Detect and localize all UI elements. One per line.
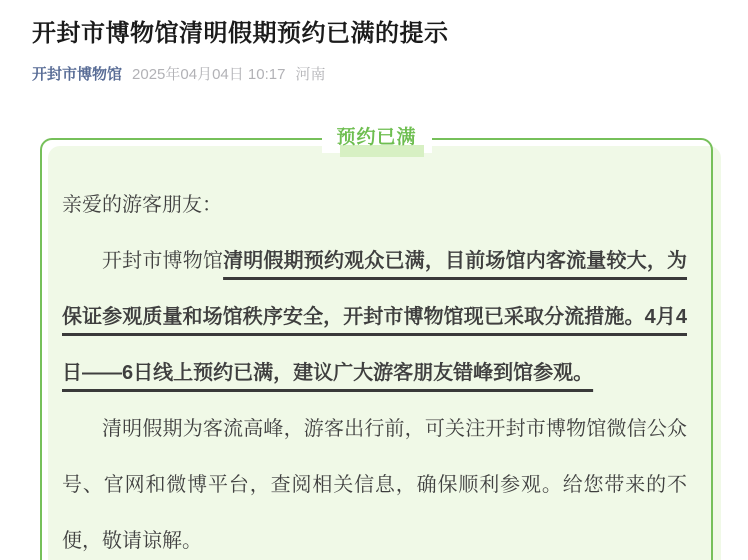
- greeting-line: 亲爱的游客朋友：: [62, 194, 222, 216]
- notice-bordered-box: [40, 127, 713, 560]
- notice-paragraph-main: [62, 233, 687, 401]
- notice-card: [40, 127, 713, 560]
- publish-location: 河南: [295, 66, 326, 83]
- notice-badge: [321, 124, 431, 153]
- author-link[interactable]: 开封市博物馆: [32, 66, 123, 83]
- publish-date: 2025年04月04日 10:17: [132, 66, 286, 83]
- article-title: 开封市博物馆清明假期预约已满的提示: [32, 20, 449, 47]
- paragraph-prefix: 开封市博物馆: [102, 250, 224, 272]
- byline: [32, 65, 716, 85]
- notice-content: [62, 177, 687, 560]
- badge-label: 预约已满: [336, 127, 417, 148]
- notice-paragraph-advice: 清明假期为客流高峰，游客出行前，可关注开封市博物馆微信公众号、官网和微博平台，查阅相关信息，确保顺利参观。给您带来的不便，敬请谅解。: [62, 418, 687, 552]
- paragraph-emphasis: 清明假期预约观众已满，目前场馆内客流量较大，为保证参观质量和场馆秩序安全，开封市博物馆现已采取分流措施。4月4日——6日线上预约已满，建议广大游客朋友错峰到馆参观。: [62, 250, 688, 384]
